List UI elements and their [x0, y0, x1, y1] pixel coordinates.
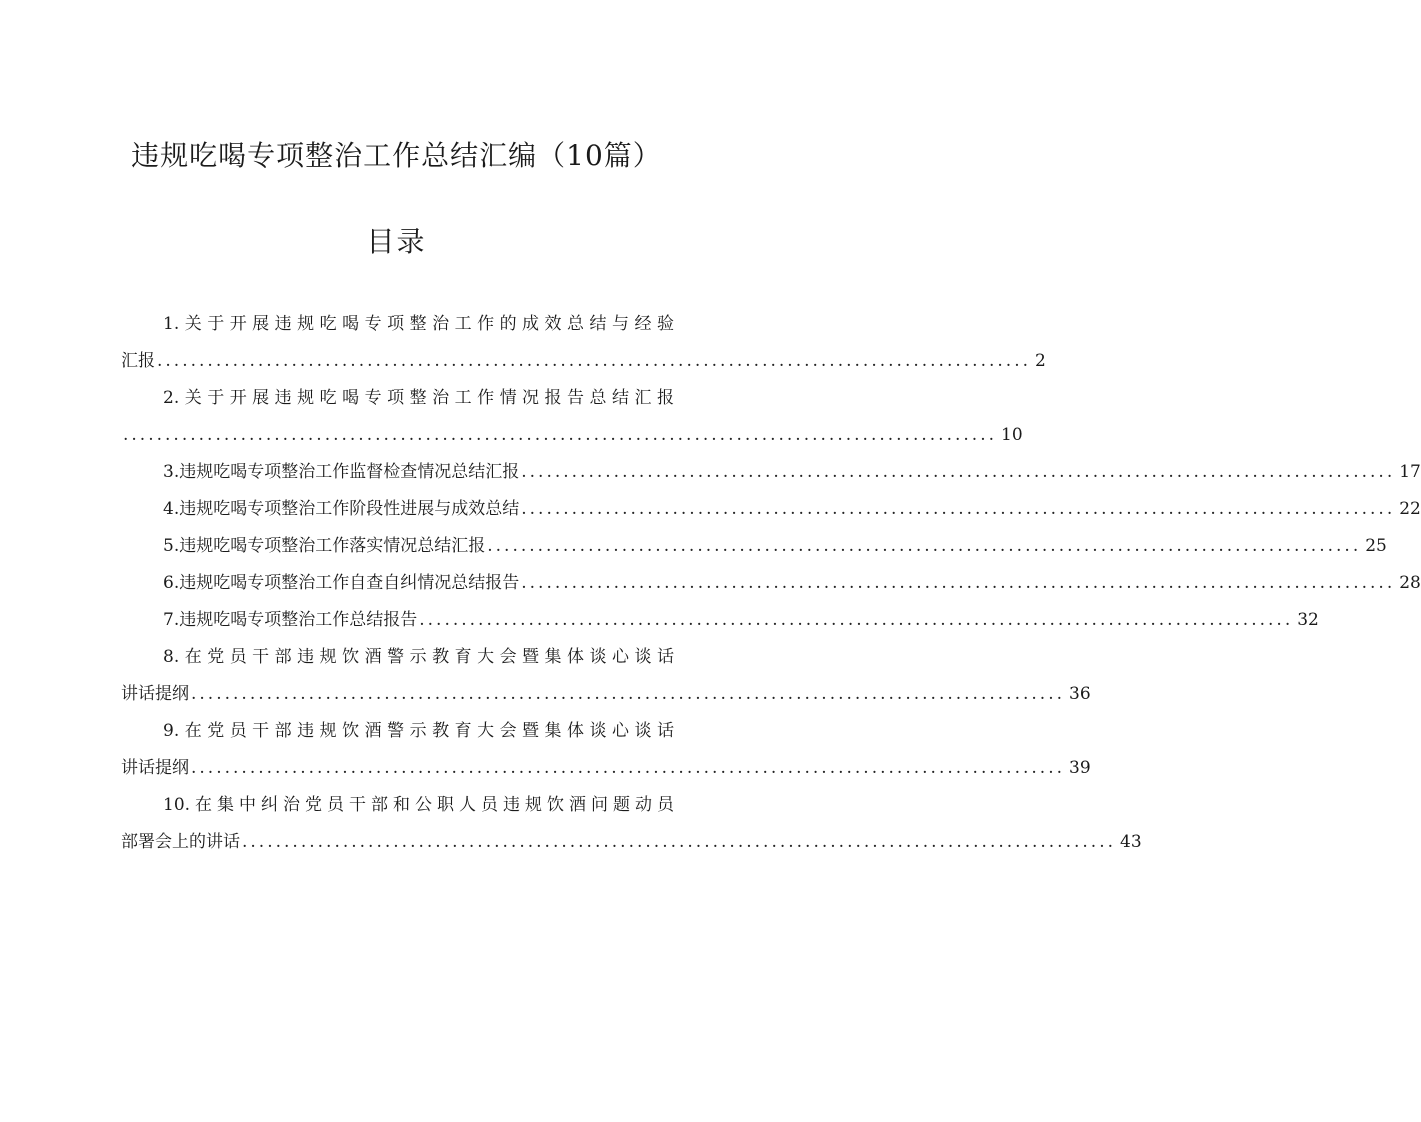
toc-leader-dots: ........................................................................................................ [157, 351, 1031, 371]
toc-entry-title: 7.违规吃喝专项整治工作总结报告 [163, 610, 418, 630]
toc-page-number: 2 [1035, 351, 1046, 371]
toc-entry-1[interactable] [121, 306, 1046, 380]
toc-entry-title: 8.在党员干部违规饮酒警示教育大会暨集体谈心谈话 [163, 647, 674, 667]
toc-entry-title: 1.关于开展违规吃喝专项整治工作的成效总结与经验 [163, 314, 674, 334]
toc-page-number: 25 [1365, 536, 1387, 556]
toc-leader-dots: ........................................................................................................ [123, 425, 997, 445]
toc-entry-title: 3.违规吃喝专项整治工作监督检查情况总结汇报 [163, 462, 520, 482]
table-of-contents [121, 306, 1421, 861]
toc-page-number: 39 [1069, 758, 1091, 778]
toc-entry-title: 5.违规吃喝专项整治工作落实情况总结汇报 [163, 536, 486, 556]
toc-leader-dots: ........................................................................................................ [521, 573, 1396, 593]
toc-entry-title-cont: 讲话提纲 [121, 758, 189, 778]
toc-entry-10[interactable] [121, 787, 1142, 861]
toc-page-number: 43 [1120, 832, 1142, 852]
toc-entry-8[interactable] [121, 639, 1091, 713]
toc-page-number: 22 [1399, 499, 1421, 519]
toc-leader-dots: ........................................................................................................ [191, 758, 1065, 778]
toc-entry-title-cont: 部署会上的讲话 [121, 832, 240, 852]
toc-page-number: 32 [1297, 610, 1319, 630]
toc-entry-title: 4.违规吃喝专项整治工作阶段性进展与成效总结 [163, 499, 520, 519]
toc-entry-title: 9.在党员干部违规饮酒警示教育大会暨集体谈心谈话 [163, 721, 674, 741]
toc-page-number: 17 [1399, 462, 1421, 482]
toc-entry-title: 10.在集中纠治党员干部和公职人员违规饮酒问题动员 [163, 795, 674, 815]
toc-entry-2[interactable] [121, 380, 1023, 454]
toc-leader-dots: ........................................................................................................ [419, 610, 1294, 630]
toc-entry-5[interactable] [121, 528, 1387, 565]
toc-entry-4[interactable] [121, 491, 1421, 528]
toc-entry-3[interactable] [121, 454, 1421, 491]
toc-entry-6[interactable] [121, 565, 1421, 602]
toc-leader-dots: ........................................................................................................ [191, 684, 1065, 704]
toc-entry-title: 2.关于开展违规吃喝专项整治工作情况报告总结汇报 [163, 388, 674, 408]
toc-page-number: 28 [1399, 573, 1421, 593]
toc-page-number: 36 [1069, 684, 1091, 704]
toc-leader-dots: ........................................................................................................ [487, 536, 1362, 556]
toc-entry-7[interactable] [121, 602, 1319, 639]
toc-entry-title-cont: 汇报 [121, 351, 155, 371]
toc-page-number: 10 [1001, 425, 1023, 445]
toc-leader-dots: ........................................................................................................ [242, 832, 1116, 852]
toc-entry-title: 6.违规吃喝专项整治工作自查自纠情况总结报告 [163, 573, 520, 593]
toc-entry-9[interactable] [121, 713, 1091, 787]
toc-leader-dots: ........................................................................................................ [521, 462, 1396, 482]
toc-leader-dots: ........................................................................................................ [521, 499, 1396, 519]
toc-entry-title-cont: 讲话提纲 [121, 684, 189, 704]
document-title: 违规吃喝专项整治工作总结汇编（10篇） [131, 139, 662, 172]
toc-heading: 目录 [366, 225, 427, 258]
